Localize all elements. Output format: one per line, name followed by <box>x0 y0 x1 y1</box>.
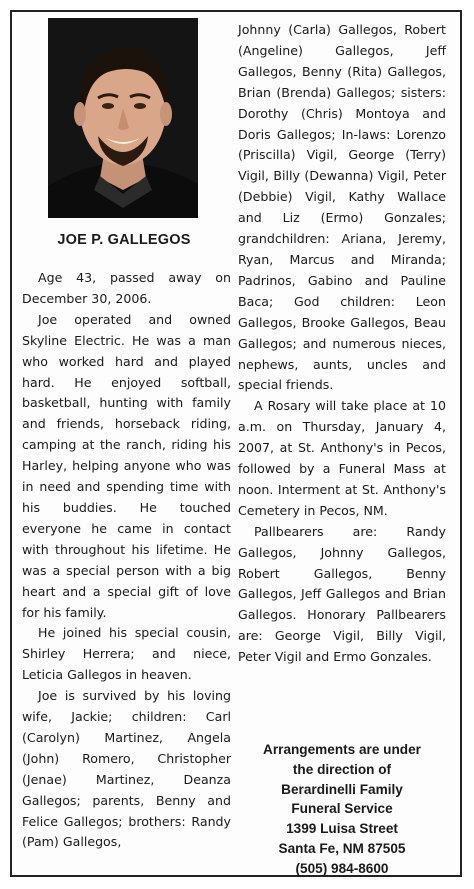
obituary-paragraph: He joined his special cousin, Shirley Herrera; and niece, Leticia Gallegos in heaven. <box>22 625 231 683</box>
portrait-photo <box>48 18 198 218</box>
funeral-home-name: Funeral Service <box>291 801 393 817</box>
funeral-home-street: 1399 Luisa Street <box>286 821 398 837</box>
obituary-paragraph: Joe operated and owned Skyline Electric. He was a man who worked hard and played hard. He enjoyed softball, basketball, hunting with family and friends, horseback riding, camping at the ranch, riding his Harley, helping anyone who was in need and spending time with his buddies. He touched everyone he came in contact with throughout his lifetime. He was a special person with a big heart and a special gift of love for his family. <box>22 311 231 620</box>
obituary-paragraph: Joe is survived by his loving wife, Jackie; children: Carl (Carolyn) Martinez, Angela (John) Romero, Christopher (Jenae) Martinez, Deanza Gallegos; parents, Benny and Felice Gallegos; brothers: Randy (Pam) Gallegos, <box>22 688 231 850</box>
pallbearers-paragraph: Pallbearers are: Randy Gallegos, Johnny Gallegos, Robert Gallegos, Benny Gallegos, Jeff Gallegos and Brian Gallegos. Honorary Pallbearers are: George Vigil, Billy Vigil, Peter Vigil and Ermo Gonzales. <box>238 523 446 665</box>
arrangements-line: the direction of <box>292 761 392 777</box>
funeral-home-arrangements <box>238 740 446 879</box>
obituary-left-column <box>22 268 231 853</box>
deceased-name: JOE P. GALLEGOS <box>57 232 191 248</box>
funeral-home-city: Santa Fe, NM 87505 <box>278 840 406 856</box>
arrangements-line: Arrangements are under <box>263 742 421 757</box>
service-details-paragraph: A Rosary will take place at 10 a.m. on Thursday, January 4, 2007, at St. Anthony's in Pecos, followed by a Funeral Mass at noon. Interment at St. Anthony's Cemetery in Pecos, NM. <box>238 398 446 518</box>
obituary-paragraph: Age 43, passed away on December 30, 2006. <box>22 270 231 306</box>
funeral-home-phone: (505) 984-8600 <box>295 860 389 876</box>
funeral-home-name: Berardinelli Family <box>281 781 403 797</box>
obituary-right-column <box>238 20 446 668</box>
obituary-paragraph-continued: Johnny (Carla) Gallegos, Robert (Angeline) Gallegos, Jeff Gallegos, Benny (Rita) Gallegos, Brian (Brenda) Gallegos; sisters: Dorothy (Chris) Montoya and Doris Gallegos; In-laws: Lorenzo (Priscilla) Vigil, George (Terry) Vigil, Billy (Dewanna) Vigil, Peter (Debbie) Vigil, Kathy Wallace and Liz (Ermo) Gonzales; grandchildren: Ariana, Jeremy, Ryan, Marcus and Miranda; Padrinos, Gabino and Pauline Baca; God children: Leon Gallegos, Brooke Gallegos, Beau Gallegos; and numerous nieces, nephews, aunts, uncles and special friends. <box>238 22 446 393</box>
portrait-image <box>48 18 198 218</box>
